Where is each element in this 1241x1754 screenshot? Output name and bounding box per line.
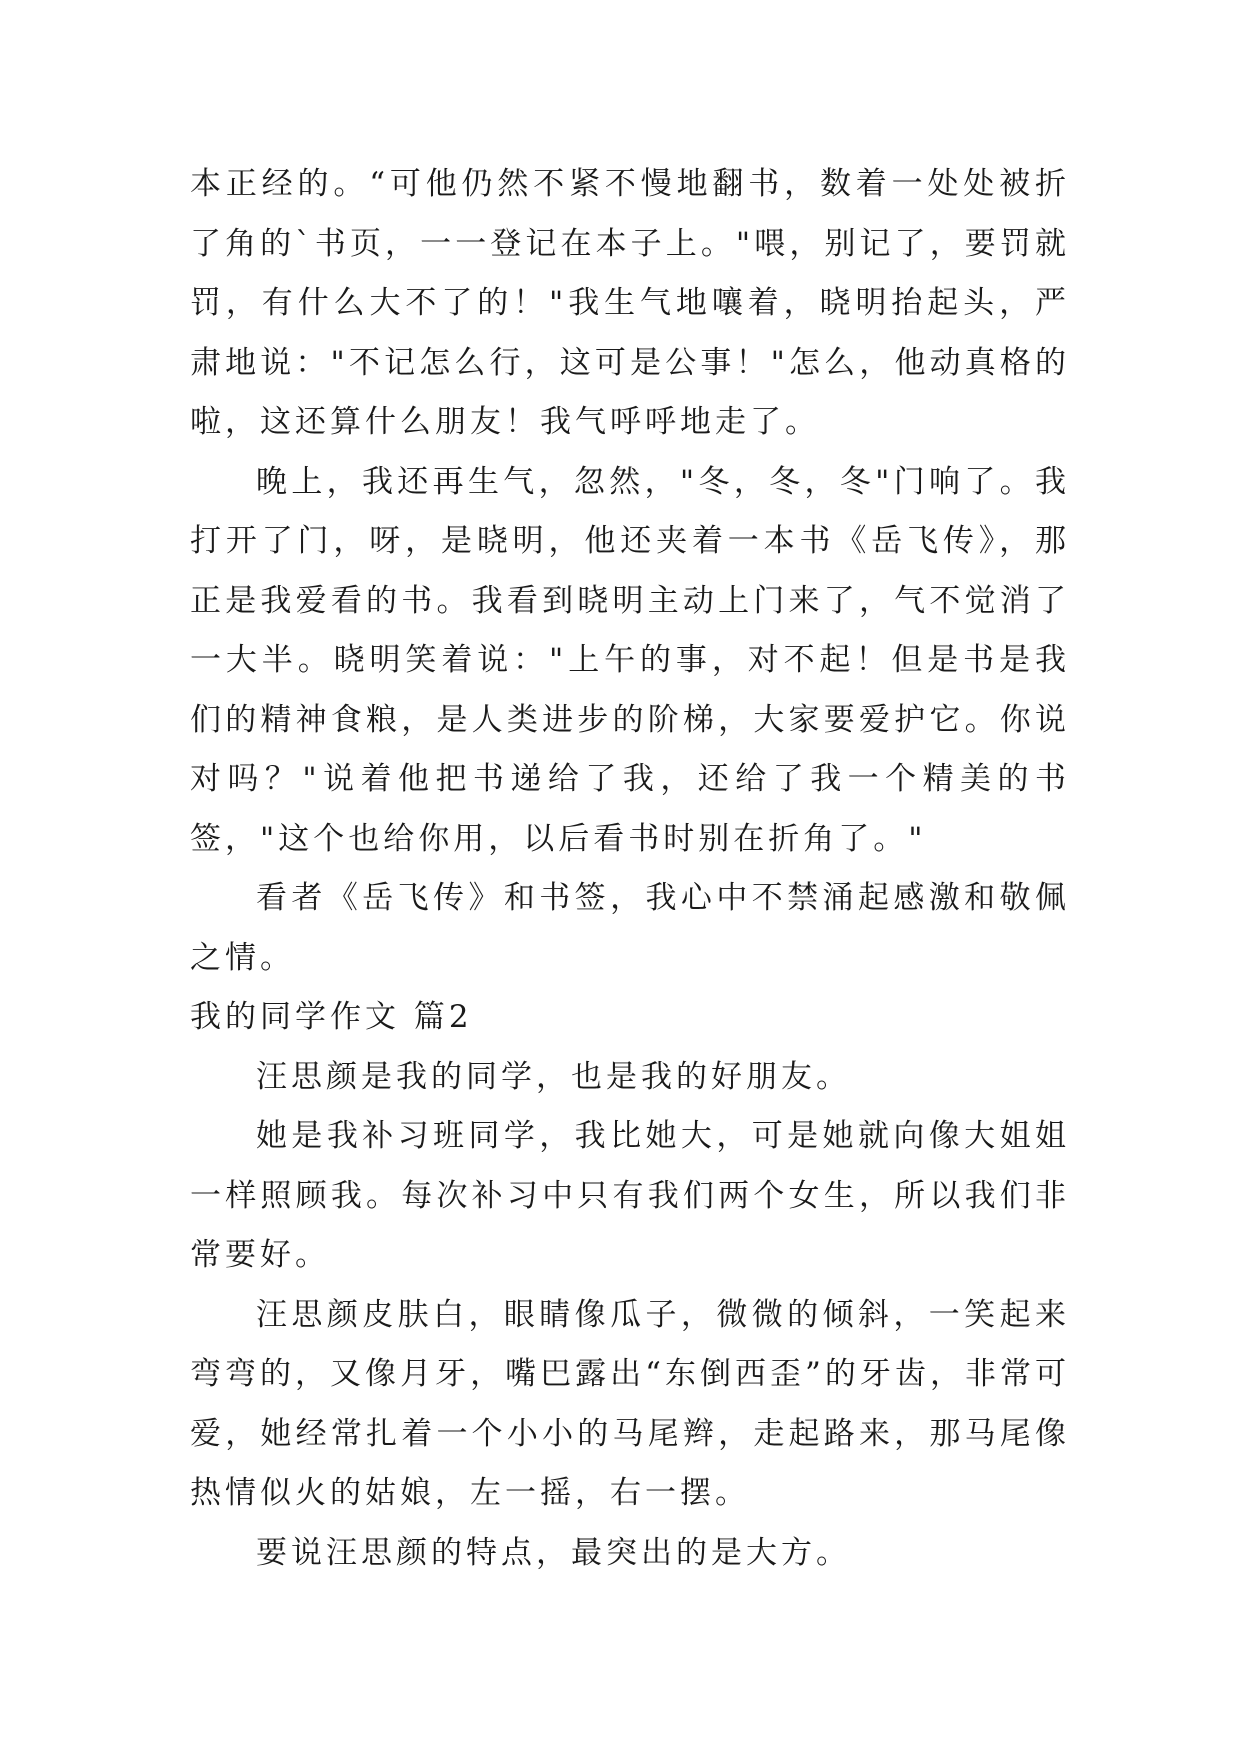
document-body: [190, 155, 1070, 1583]
paragraph: 汪思颜是我的同学，也是我的好朋友。: [256, 1058, 851, 1095]
paragraph: 晚上，我还再生气，忽然，"冬，冬，冬"门响了。我打开了门，呀，是晓明，他还夹着一本书《岳飞传》，那正是我爱看的书。我看到晓明主动上门来了，气不觉消了一大半。晓明笑着说："上午的事，对不起！但是书是我们的精神食粮，是人类进步的阶梯，大家要爱护它。你说对吗？"说着他把书递给了我，还给了我一个精美的书签，"这个也给你用，以后看书时别在折角了。": [190, 463, 1070, 857]
paragraph: 汪思颜皮肤白，眼睛像瓜子，微微的倾斜，一笑起来弯弯的，又像月牙，嘴巴露出“东倒西歪”的牙齿，非常可爱，她经常扎着一个小小的马尾辫，走起路来，那马尾像热情似火的姑娘，左一摇，右一摆。: [190, 1296, 1070, 1511]
paragraph: 要说汪思颜的特点，最突出的是大方。: [256, 1534, 851, 1571]
paragraph: 看者《岳飞传》和书签，我心中不禁涌起感激和敬佩之情。: [190, 880, 1070, 976]
paragraph: 她是我补习班同学，我比她大，可是她就向像大姐姐一样照顾我。每次补习中只有我们两个女生，所以我们非常要好。: [190, 1118, 1070, 1273]
paragraph-continued: 本正经的。“可他仍然不紧不慢地翻书，数着一处处被折了角的`书页，一一登记在本子上。"喂，别记了，要罚就罚，有什么大不了的！"我生气地嚷着，晓明抬起头，严肃地说："不记怎么行，这可是公事！"怎么，他动真格的啦，这还算什么朋友！我气呼呼地走了。: [190, 166, 1070, 440]
section-title: 我的同学作文 篇2: [190, 999, 473, 1035]
